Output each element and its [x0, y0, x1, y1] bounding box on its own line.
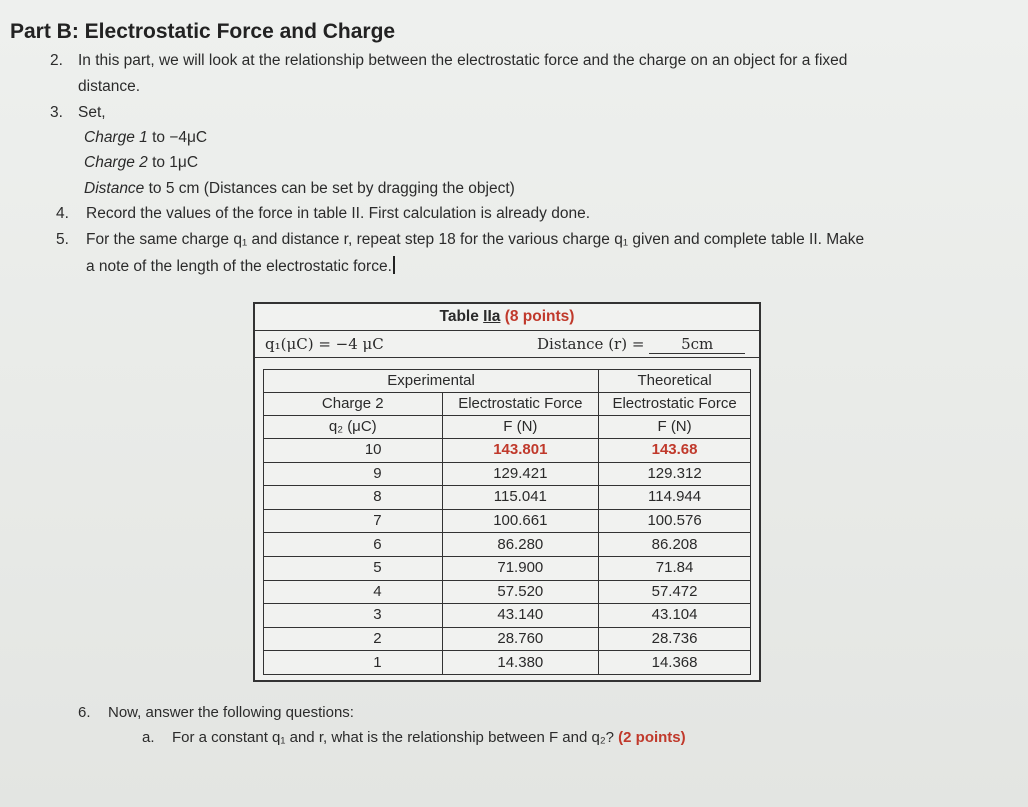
cell-q2: 1	[264, 651, 443, 675]
section-title: Part B: Electrostatic Force and Charge	[10, 20, 396, 43]
table-row	[264, 651, 751, 675]
cell-exp-force: 28.760	[442, 627, 599, 651]
setting-charge-1	[84, 129, 207, 147]
caption-points: (8 points)	[504, 308, 575, 325]
cell-theo-force: 57.472	[599, 580, 751, 604]
q1-value: q₁(μC) = −4 μC	[265, 335, 384, 353]
cell-theo-force: 100.576	[599, 509, 751, 533]
table-row	[264, 533, 751, 557]
table-row	[264, 604, 751, 628]
step-number: 3.	[50, 104, 63, 121]
step-number: 5.	[56, 231, 69, 248]
table-row	[264, 580, 751, 604]
table-row	[264, 556, 751, 580]
table-body	[264, 439, 751, 675]
table-row	[264, 462, 751, 486]
cell-q2: 4	[264, 580, 443, 604]
step-3-text: Set,	[78, 104, 106, 121]
step-2-text-cont: distance.	[78, 78, 141, 95]
setting-value: to −4μC	[147, 129, 208, 146]
step-5-text-cont-span: a note of the length of the electrostatic force.	[86, 258, 392, 275]
question-a-text: For a constant q₁ and r, what is the relationship between F and q₂?	[172, 729, 614, 746]
text-cursor	[393, 256, 395, 274]
cell-theo-force: 71.84	[599, 556, 751, 580]
setting-charge-2	[84, 154, 198, 172]
cell-exp-force: 115.041	[442, 486, 599, 510]
table-iia	[253, 302, 761, 682]
col-header-theo-force: Electrostatic Force	[599, 393, 751, 416]
step-5-text-cont	[86, 256, 395, 276]
cell-q2: 8	[264, 486, 443, 510]
cell-q2: 6	[264, 533, 443, 557]
setting-label: Charge 1	[84, 129, 148, 146]
step-number: 4.	[56, 205, 69, 222]
table-row	[264, 486, 751, 510]
caption-prefix: Table	[439, 308, 484, 325]
distance-value: 5cm	[649, 335, 745, 354]
cell-theo-force: 86.208	[599, 533, 751, 557]
step-6-text: Now, answer the following questions:	[108, 704, 354, 721]
header-experimental: Experimental	[264, 370, 599, 393]
table-row	[264, 509, 751, 533]
cell-q2: 10	[264, 439, 443, 463]
cell-exp-force: 57.520	[442, 580, 599, 604]
cell-theo-force: 43.104	[599, 604, 751, 628]
question-a-points: (2 points)	[613, 729, 686, 746]
cell-theo-force: 129.312	[599, 462, 751, 486]
setting-label: Distance	[84, 180, 145, 197]
cell-exp-force: 14.380	[442, 651, 599, 675]
table-header-row	[264, 370, 751, 393]
cell-theo-force: 114.944	[599, 486, 751, 510]
col-header-exp-force: Electrostatic Force	[442, 393, 599, 416]
setting-label: Charge 2	[84, 154, 148, 171]
caption-label: IIa	[483, 308, 501, 325]
col-header-charge: Charge 2	[264, 393, 443, 416]
divider	[255, 357, 759, 358]
cell-q2: 9	[264, 462, 443, 486]
cell-q2: 3	[264, 604, 443, 628]
col-unit-charge: q₂ (μC)	[264, 416, 443, 439]
cell-theo-force: 28.736	[599, 627, 751, 651]
setting-distance	[84, 180, 515, 198]
force-table	[263, 369, 751, 675]
distance-label: Distance (r) =	[537, 335, 645, 353]
col-unit-theo-force: F (N)	[599, 416, 751, 439]
step-2-text: In this part, we will look at the relationship between the electrostatic force and the charge on an object for a fixed	[78, 52, 848, 69]
cell-exp-force: 86.280	[442, 533, 599, 557]
setting-value: to 1μC	[147, 154, 199, 171]
cell-exp-force: 143.801	[442, 439, 599, 463]
question-a	[172, 729, 686, 746]
table-row	[264, 627, 751, 651]
table-caption	[255, 308, 759, 326]
step-4-text: Record the values of the force in table II. First calculation is already done.	[86, 205, 591, 222]
divider	[255, 330, 759, 331]
cell-q2: 2	[264, 627, 443, 651]
cell-exp-force: 129.421	[442, 462, 599, 486]
cell-theo-force: 14.368	[599, 651, 751, 675]
cell-exp-force: 100.661	[442, 509, 599, 533]
cell-q2: 7	[264, 509, 443, 533]
cell-exp-force: 43.140	[442, 604, 599, 628]
question-label: a.	[142, 729, 155, 746]
cell-exp-force: 71.900	[442, 556, 599, 580]
distance-field	[537, 335, 745, 354]
col-unit-exp-force: F (N)	[442, 416, 599, 439]
step-number: 6.	[78, 704, 91, 721]
table-header-row	[264, 393, 751, 416]
step-5-text: For the same charge q₁ and distance r, repeat step 18 for the various charge q₁ given and complete table II. Make	[86, 231, 865, 248]
table-row	[264, 439, 751, 463]
table-header-row	[264, 416, 751, 439]
header-theoretical: Theoretical	[599, 370, 751, 393]
step-number: 2.	[50, 52, 63, 69]
setting-value: to 5 cm (Distances can be set by dragging the object)	[144, 180, 515, 197]
cell-q2: 5	[264, 556, 443, 580]
cell-theo-force: 143.68	[599, 439, 751, 463]
